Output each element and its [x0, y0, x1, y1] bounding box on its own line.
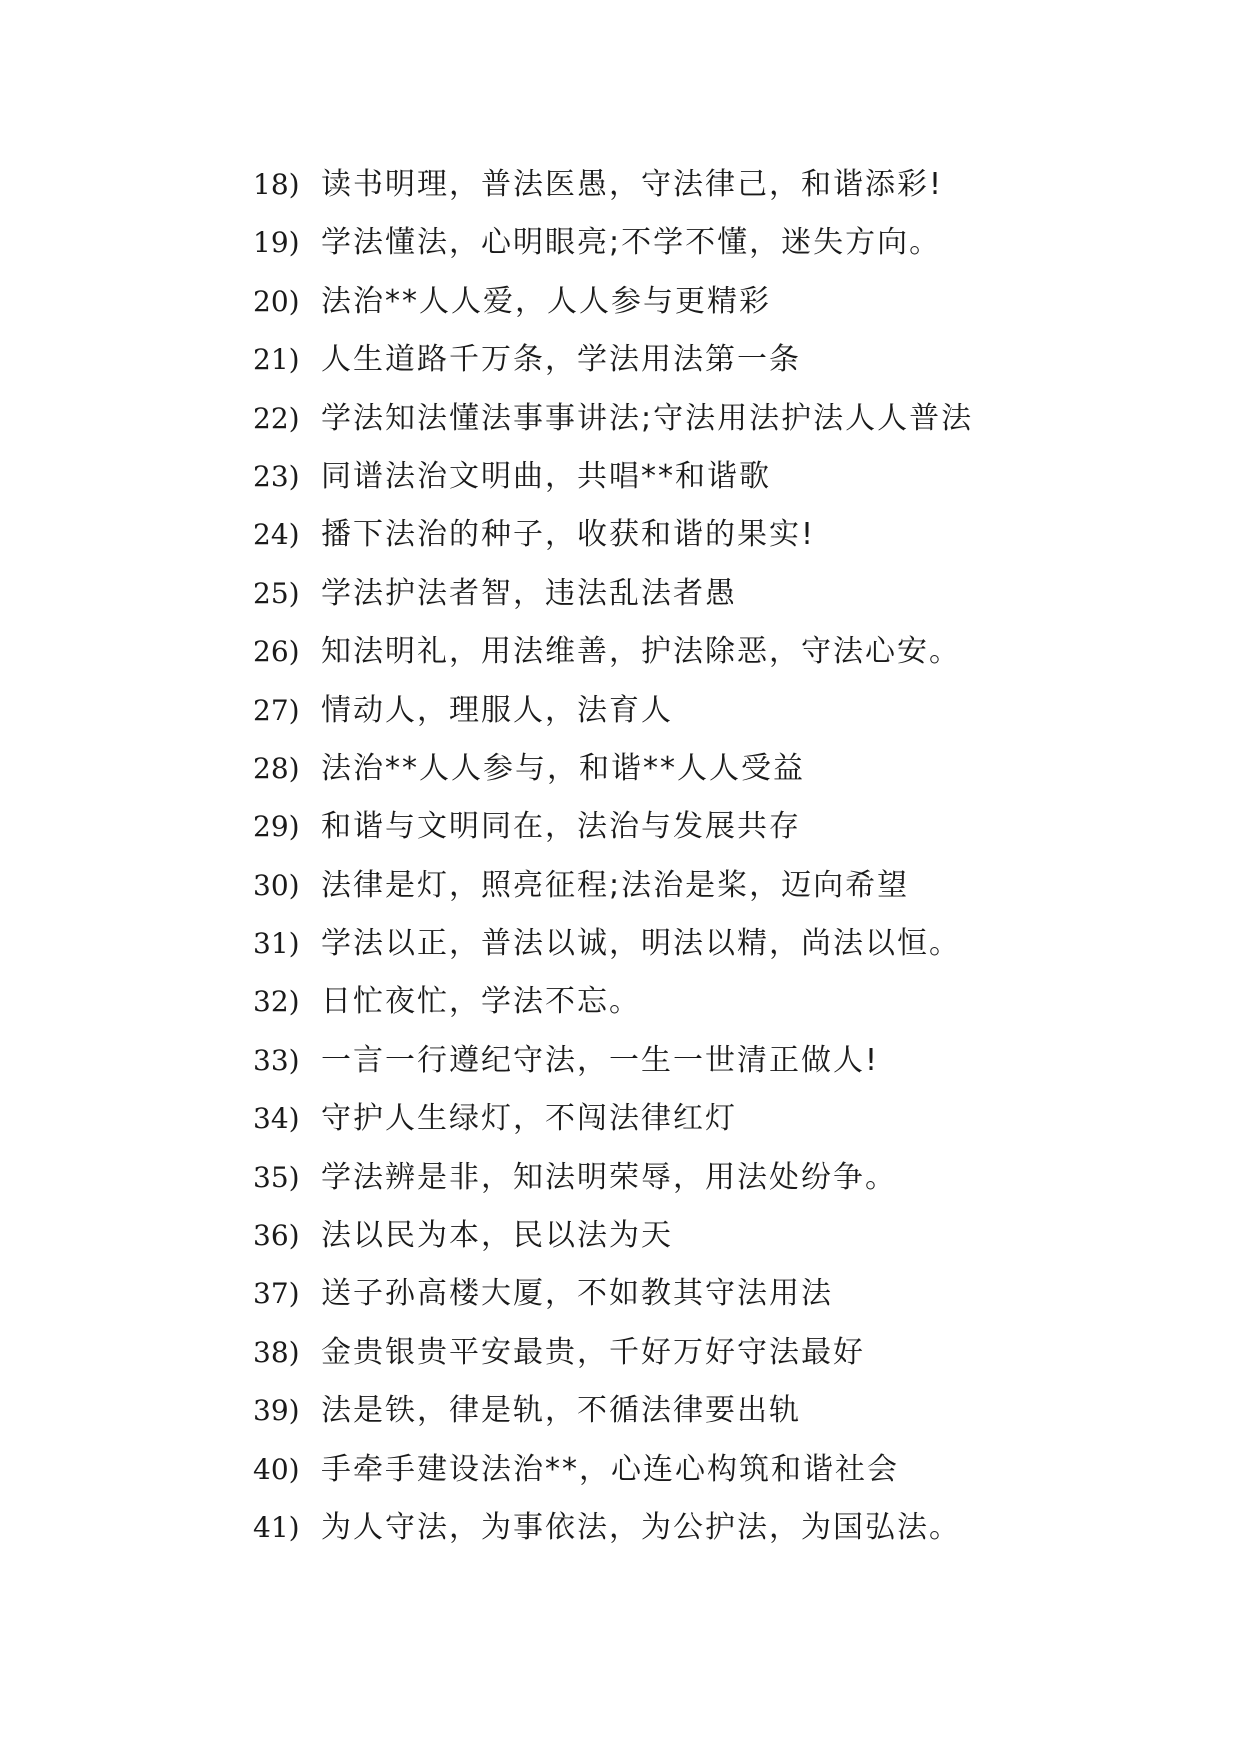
item-number: 31)	[253, 927, 300, 961]
list-item	[253, 1382, 1153, 1440]
item-number: 32)	[253, 985, 300, 1019]
list-item	[253, 973, 1153, 1031]
list-item	[253, 565, 1153, 623]
item-number: 21)	[253, 343, 300, 377]
item-number: 39)	[253, 1394, 300, 1428]
item-number: 35)	[253, 1160, 300, 1194]
list-item	[253, 506, 1153, 564]
item-text: 手牵手建设法治**，心连心构筑和谐社会	[321, 1451, 899, 1487]
list-item	[253, 273, 1153, 331]
slogan-list	[253, 156, 1153, 1557]
item-text: 学法护法者智，违法乱法者愚	[321, 575, 737, 611]
item-text: 法律是灯，照亮征程;法治是桨，迈向希望	[321, 867, 910, 903]
item-number: 28)	[253, 751, 300, 785]
item-text: 和谐与文明同在，法治与发展共存	[321, 809, 801, 845]
item-text: 法治**人人参与，和谐**人人受益	[321, 750, 805, 786]
item-text: 为人守法，为事依法，为公护法，为国弘法。	[321, 1509, 961, 1545]
item-number: 24)	[253, 518, 300, 552]
item-text: 同谱法治文明曲，共唱**和谐歌	[321, 458, 771, 494]
list-item	[253, 915, 1153, 973]
item-text: 播下法治的种子，收获和谐的果实!	[321, 517, 816, 553]
item-text: 法是铁，律是轨，不循法律要出轨	[321, 1393, 801, 1429]
item-text: 守护人生绿灯，不闯法律红灯	[321, 1101, 737, 1137]
list-item	[253, 740, 1153, 798]
item-text: 读书明理，普法医愚，守法律己，和谐添彩!	[321, 167, 944, 202]
list-item	[253, 1207, 1153, 1265]
item-number: 27)	[253, 693, 300, 727]
item-number: 38)	[253, 1335, 300, 1369]
item-text: 学法懂法，心明眼亮;不学不懂，迷失方向。	[321, 225, 942, 261]
item-text: 学法以正，普法以诚，明法以精，尚法以恒。	[321, 926, 961, 962]
item-number: 18)	[253, 168, 300, 201]
item-text: 人生道路千万条，学法用法第一条	[321, 342, 801, 378]
item-number: 41)	[253, 1510, 300, 1544]
item-text: 知法明礼，用法维善，护法除恶，守法心安。	[321, 634, 961, 670]
list-item	[253, 682, 1153, 740]
list-item	[253, 390, 1153, 448]
item-number: 29)	[253, 810, 300, 844]
item-text: 金贵银贵平安最贵，千好万好守法最好	[321, 1334, 865, 1370]
list-item	[253, 214, 1153, 272]
item-number: 34)	[253, 1102, 300, 1136]
list-item	[253, 623, 1153, 681]
item-number: 26)	[253, 635, 300, 669]
list-item	[253, 1149, 1153, 1207]
list-item	[253, 1032, 1153, 1090]
item-number: 22)	[253, 401, 300, 435]
list-item	[253, 1090, 1153, 1148]
item-number: 25)	[253, 576, 300, 610]
list-item	[253, 1324, 1153, 1382]
item-text: 法以民为本，民以法为天	[321, 1218, 673, 1254]
list-item	[253, 448, 1153, 506]
item-text: 日忙夜忙，学法不忘。	[321, 984, 641, 1020]
item-number: 20)	[253, 284, 300, 318]
list-item	[253, 1441, 1153, 1499]
item-number: 36)	[253, 1219, 300, 1253]
item-number: 33)	[253, 1043, 300, 1077]
item-text: 送子孙高楼大厦，不如教其守法用法	[321, 1276, 833, 1312]
list-item	[253, 331, 1153, 389]
item-text: 学法知法懂法事事讲法;守法用法护法人人普法	[321, 400, 974, 436]
item-number: 30)	[253, 868, 300, 902]
item-text: 法治**人人爱，人人参与更精彩	[321, 283, 771, 319]
list-item	[253, 798, 1153, 856]
item-number: 19)	[253, 226, 300, 260]
list-item	[253, 156, 1153, 214]
list-item	[253, 857, 1153, 915]
item-text: 情动人，理服人，法育人	[321, 692, 673, 728]
item-text: 学法辨是非，知法明荣辱，用法处纷争。	[321, 1159, 897, 1195]
item-number: 37)	[253, 1277, 300, 1311]
item-text: 一言一行遵纪守法，一生一世清正做人!	[321, 1042, 880, 1078]
item-number: 23)	[253, 459, 300, 493]
item-number: 40)	[253, 1452, 300, 1486]
list-item	[253, 1265, 1153, 1323]
list-item	[253, 1499, 1153, 1557]
